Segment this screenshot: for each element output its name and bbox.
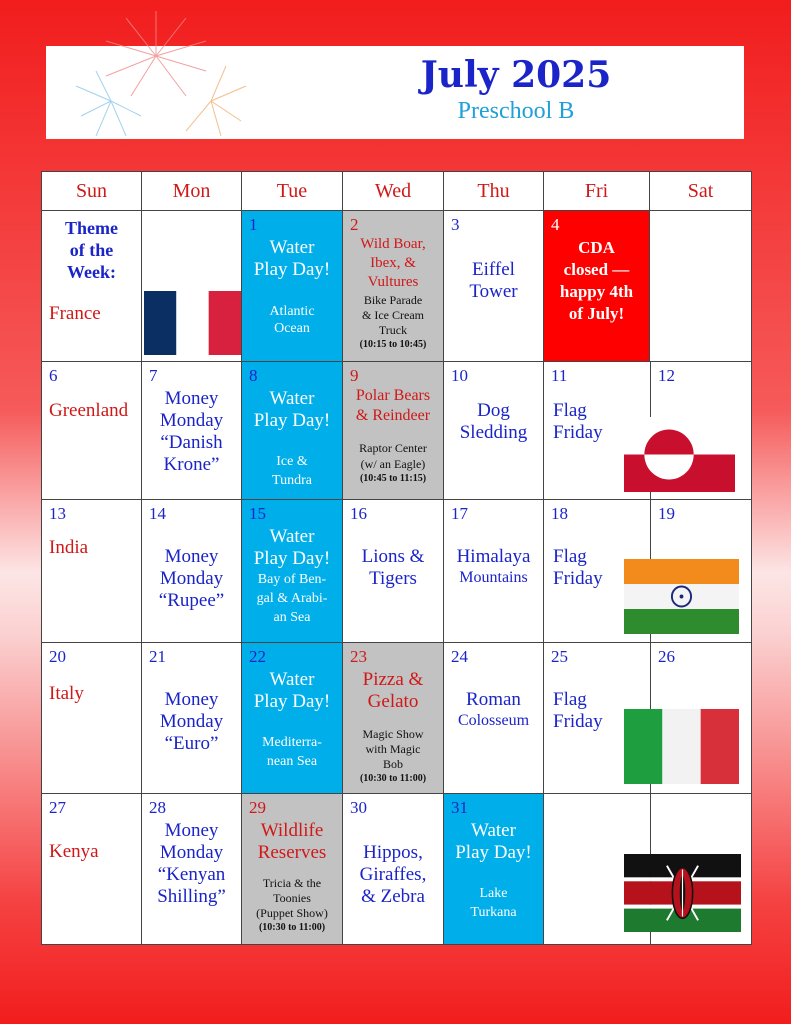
event-title: Money Monday “Kenyan Shilling” (157, 820, 226, 907)
day-cell-6 (42, 362, 142, 500)
day-cell-14 (142, 500, 242, 643)
event-detail: Lake Turkana (470, 886, 517, 920)
event-title: Polar Bears & Reindeer (355, 387, 431, 424)
event-time: (10:45 to 11:15) (359, 473, 427, 484)
day-cell-22 (242, 643, 343, 794)
india-flag (624, 559, 739, 634)
day-cell-30 (343, 794, 444, 944)
week4-country: Italy (49, 683, 84, 704)
day-cell-10 (444, 362, 544, 500)
event-detail: Bay of Ben- gal & Arabi- an Sea (256, 572, 328, 625)
event-detail: Atlantic Ocean (269, 304, 315, 336)
day-number: 24 (451, 647, 468, 666)
event-title: Flag Friday (553, 689, 603, 732)
week1-country: France (49, 303, 101, 324)
day-cell-3 (444, 211, 544, 362)
dow-fri: Fri (544, 172, 650, 211)
event-title: Hippos, Giraffes, & Zebra (359, 842, 427, 907)
day-number: 19 (658, 504, 675, 523)
day-number: 31 (451, 798, 468, 817)
dow-wed: Wed (343, 172, 444, 211)
dow-tue: Tue (242, 172, 343, 211)
week1-theme-cell (42, 211, 142, 362)
day-cell-21 (142, 643, 242, 794)
event-title: Himalaya Mountains (456, 546, 531, 586)
day-number: 29 (249, 798, 266, 817)
event-title: Dog Sledding (459, 400, 528, 443)
day-number: 3 (451, 215, 460, 234)
day-number: 2 (350, 215, 359, 234)
day-cell-15 (242, 500, 343, 643)
dow-sun: Sun (42, 172, 142, 211)
fireworks-image (56, 6, 256, 176)
event-title: Money Monday “Danish Krone” (159, 388, 224, 475)
day-number: 6 (49, 366, 58, 385)
dow-mon: Mon (142, 172, 242, 211)
day-cell-9 (343, 362, 444, 500)
week3-country: India (49, 537, 89, 558)
event-detail: Mediterra- nean Sea (262, 735, 322, 769)
day-number: 25 (551, 647, 568, 666)
day-number: 9 (350, 366, 359, 385)
event-time: (10:30 to 11:00) (359, 773, 427, 784)
day-number: 16 (350, 504, 367, 523)
day-cell-16 (343, 500, 444, 643)
calendar-grid (41, 171, 752, 945)
week5-country: Kenya (49, 841, 99, 862)
event-detail: Ice & Tundra (272, 454, 312, 488)
day-cell-17 (444, 500, 544, 643)
dow-sat: Sat (650, 172, 751, 211)
event-title: Wildlife Reserves (257, 820, 327, 863)
header-banner (46, 46, 744, 139)
day-cell-29 (242, 794, 343, 944)
event-title: Roman Colosseum (457, 689, 530, 729)
day-cell-7 (142, 362, 242, 500)
event-title: Money Monday “Euro” (159, 689, 224, 754)
dow-thu: Thu (444, 172, 544, 211)
event-title: Water Play Day! (253, 388, 331, 431)
day-number: 13 (49, 504, 66, 523)
day-cell-31 (444, 794, 544, 944)
day-number: 11 (551, 366, 568, 385)
day-number: 23 (350, 647, 367, 666)
day-number: 26 (658, 647, 675, 666)
event-title: Wild Boar, Ibex, & Vultures (360, 236, 426, 290)
day-cell-blank-sat (650, 211, 751, 362)
event-title: Water Play Day! (253, 237, 331, 280)
day-number: 15 (249, 504, 266, 523)
greenland-flag (624, 417, 735, 492)
week2-country: Greenland (49, 400, 129, 421)
day-cell-24 (444, 643, 544, 794)
day-number: 30 (350, 798, 367, 817)
day-cell-4 (544, 211, 650, 362)
day-cell-28 (142, 794, 242, 944)
day-cell-13 (42, 500, 142, 643)
day-number: 27 (49, 798, 66, 817)
event-detail: Tricia & the Toonies (Puppet Show) (256, 876, 328, 920)
event-time: (10:30 to 11:00) (258, 922, 326, 933)
day-cell-23 (343, 643, 444, 794)
event-title: CDA closed — happy 4th of July! (559, 238, 634, 323)
event-title: Water Play Day! (455, 820, 532, 863)
event-title: Water Play Day! (253, 669, 331, 712)
day-cell-1 (242, 211, 343, 362)
day-number: 7 (149, 366, 158, 385)
day-number: 10 (451, 366, 468, 385)
day-number: 20 (49, 647, 66, 666)
event-time: (10:15 to 10:45) (359, 339, 427, 350)
theme-heading: Theme of the Week: (65, 218, 118, 282)
france-flag (144, 291, 241, 355)
event-title: Water Play Day! (253, 526, 331, 569)
day-number: 17 (451, 504, 468, 523)
event-detail: Raptor Center (w/ an Eagle) (359, 441, 427, 471)
day-cell-20 (42, 643, 142, 794)
day-number: 22 (249, 647, 266, 666)
event-title: Flag Friday (553, 546, 603, 589)
day-cell-2 (343, 211, 444, 362)
day-cell-blank-mon (142, 211, 242, 362)
event-title: Pizza & Gelato (362, 669, 424, 712)
italy-flag (624, 709, 739, 784)
day-number: 28 (149, 798, 166, 817)
event-title: Flag Friday (553, 400, 603, 443)
day-number: 8 (249, 366, 258, 385)
event-detail: Magic Show with Magic Bob (362, 727, 424, 771)
day-number: 1 (249, 215, 258, 234)
class-name: Preschool B (457, 98, 575, 124)
event-title: Eiffel Tower (469, 259, 518, 302)
day-cell-27 (42, 794, 142, 944)
day-number: 21 (149, 647, 166, 666)
event-title: Money Monday “Rupee” (158, 546, 225, 611)
event-title: Lions & Tigers (361, 546, 425, 589)
day-cell-8 (242, 362, 343, 500)
kenya-flag (624, 854, 741, 932)
day-number: 18 (551, 504, 568, 523)
event-detail: Bike Parade & Ice Cream Truck (362, 293, 424, 337)
day-number: 4 (551, 215, 560, 234)
day-number: 14 (149, 504, 166, 523)
calendar-title: July 2025 (420, 54, 612, 96)
day-number: 12 (658, 366, 675, 385)
